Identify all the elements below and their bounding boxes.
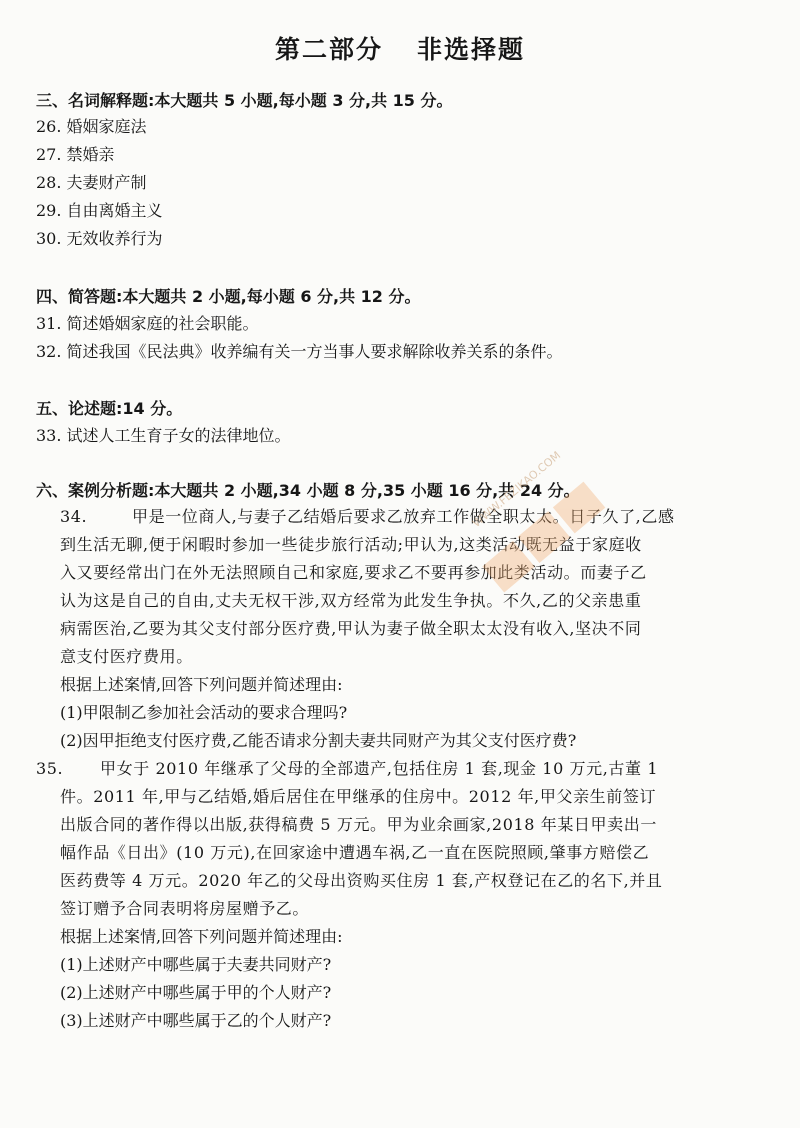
watermark-text: WWW.FEZIKAO.COM (470, 448, 564, 530)
question-30: 30. 无效收养行为 (36, 229, 163, 248)
q35-sub-1: (1)上述财产中哪些属于夫妻共同财产? (60, 955, 332, 974)
question-26: 26. 婚姻家庭法 (36, 117, 147, 136)
q35-line-3: 出版合同的著作得以出版,获得稿费 5 万元。甲为业余画家,2018 年某日甲卖出一 (60, 815, 657, 834)
q35-line-6: 签订赠予合同表明将房屋赠予乙。 (60, 899, 310, 918)
q34-line-5: 病需医治,乙要为其父支付部分医疗费,甲认为妻子做全职太太没有收入,坚决不同 (60, 619, 642, 638)
q35-prompt: 根据上述案情,回答下列问题并简述理由: (60, 927, 343, 946)
q35-line-1: 甲女于 2010 年继承了父母的全部遗产,包括住房 1 套,现金 10 万元,古董 1 (100, 759, 659, 778)
q35-sub-2: (2)上述财产中哪些属于甲的个人财产? (60, 983, 332, 1002)
section6-heading: 六、案例分析题:本大题共 2 小题,34 小题 8 分,35 小题 16 分,共 24 分。 (36, 481, 580, 500)
section4-heading: 四、简答题:本大题共 2 小题,每小题 6 分,共 12 分。 (36, 287, 421, 306)
title-part1: 第二部分 (274, 35, 383, 64)
q35-line-5: 医药费等 4 万元。2020 年乙的父母出资购买住房 1 套,产权登记在乙的名下,并且 (60, 871, 663, 890)
question-29: 29. 自由离婚主义 (36, 201, 163, 220)
question-35-number: 35. (36, 759, 64, 778)
question-32: 32. 简述我国《民法典》收养编有关一方当事人要求解除收养关系的条件。 (36, 342, 563, 361)
q34-line-4: 认为这是自己的自由,丈夫无权干涉,双方经常为此发生争执。不久,乙的父亲患重 (60, 591, 642, 610)
q35-sub-3: (3)上述财产中哪些属于乙的个人财产? (60, 1011, 332, 1030)
q35-line-4: 幅作品《日出》(10 万元),在回家途中遭遇车祸,乙一直在医院照顾,肇事方赔偿乙 (60, 843, 650, 862)
q34-sub-1: (1)甲限制乙参加社会活动的要求合理吗? (60, 703, 348, 722)
page-title (0, 30, 800, 66)
q35-line-2: 件。2011 年,甲与乙结婚,婚后居住在甲继承的住房中。2012 年,甲父亲生前签订 (60, 787, 657, 806)
q34-prompt: 根据上述案情,回答下列问题并简述理由: (60, 675, 343, 694)
question-35-first-line (36, 758, 658, 780)
q34-line-2: 到生活无聊,便于闲暇时参加一些徒步旅行活动;甲认为,这类活动既无益于家庭收 (60, 535, 642, 554)
section5-heading: 五、论述题:14 分。 (36, 399, 183, 418)
question-28: 28. 夫妻财产制 (36, 173, 147, 192)
section3-heading: 三、名词解释题:本大题共 5 小题,每小题 3 分,共 15 分。 (36, 91, 453, 110)
title-part2: 非选择题 (417, 35, 526, 64)
question-31: 31. 简述婚姻家庭的社会职能。 (36, 314, 259, 333)
q34-line-6: 意支付医疗费用。 (60, 647, 193, 666)
question-27: 27. 禁婚亲 (36, 145, 115, 164)
question-33: 33. 试述人工生育子女的法律地位。 (36, 426, 291, 445)
q34-sub-2: (2)因甲拒绝支付医疗费,乙能否请求分割夫妻共同财产为其父支付医疗费? (60, 731, 577, 750)
q34-line-3: 入又要经常出门在外无法照顾自己和家庭,要求乙不要再参加此类活动。而妻子乙 (60, 563, 647, 582)
question-34-number: 34. (60, 507, 88, 526)
question-34-first-line (60, 506, 675, 528)
q34-line-1: 甲是一位商人,与妻子乙结婚后要求乙放弃工作做全职太太。日子久了,乙感 (132, 507, 675, 526)
